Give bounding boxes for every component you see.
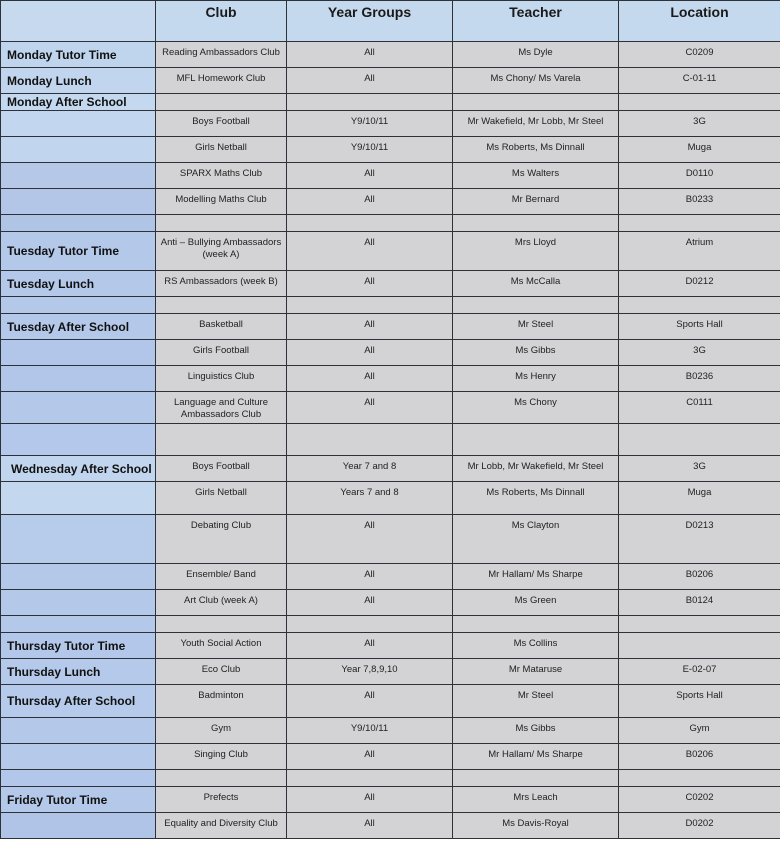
location-cell: C0202 bbox=[619, 787, 780, 813]
year-groups-cell: Year 7,8,9,10 bbox=[287, 659, 453, 685]
teacher-cell: Mrs Lloyd bbox=[453, 232, 619, 271]
club-cell: Art Club (week A) bbox=[156, 590, 287, 616]
club-cell bbox=[156, 424, 287, 456]
teacher-cell: Ms Roberts, Ms Dinnall bbox=[453, 482, 619, 515]
year-groups-cell: All bbox=[287, 787, 453, 813]
time-cell: Monday Lunch bbox=[1, 68, 156, 94]
year-groups-cell bbox=[287, 616, 453, 633]
time-cell bbox=[1, 590, 156, 616]
club-cell: Language and Culture Ambassadors Club bbox=[156, 392, 287, 424]
teacher-cell: Mr Bernard bbox=[453, 189, 619, 215]
time-cell bbox=[1, 111, 156, 137]
location-cell bbox=[619, 215, 780, 232]
table-row bbox=[1, 770, 780, 787]
year-groups-cell: All bbox=[287, 564, 453, 590]
teacher-cell: Mr Mataruse bbox=[453, 659, 619, 685]
year-groups-cell: Y9/10/11 bbox=[287, 111, 453, 137]
club-cell: Boys Football bbox=[156, 456, 287, 482]
year-groups-cell: All bbox=[287, 813, 453, 839]
location-cell: B0206 bbox=[619, 744, 780, 770]
time-cell bbox=[1, 718, 156, 744]
year-groups-cell bbox=[287, 94, 453, 111]
table-row bbox=[1, 813, 780, 839]
teacher-cell: Ms McCalla bbox=[453, 271, 619, 297]
table-row bbox=[1, 515, 780, 564]
time-cell bbox=[1, 515, 156, 564]
teacher-cell: Ms Henry bbox=[453, 366, 619, 392]
club-cell: Youth Social Action bbox=[156, 633, 287, 659]
table-row bbox=[1, 111, 780, 137]
table-row bbox=[1, 366, 780, 392]
table-row bbox=[1, 659, 780, 685]
club-cell bbox=[156, 616, 287, 633]
teacher-cell: Ms Clayton bbox=[453, 515, 619, 564]
time-cell bbox=[1, 744, 156, 770]
club-cell bbox=[156, 94, 287, 111]
club-cell: Linguistics Club bbox=[156, 366, 287, 392]
time-cell bbox=[1, 163, 156, 189]
time-cell bbox=[1, 482, 156, 515]
location-cell bbox=[619, 616, 780, 633]
table-row bbox=[1, 271, 780, 297]
table-row bbox=[1, 616, 780, 633]
club-cell: Debating Club bbox=[156, 515, 287, 564]
teacher-cell: Ms Gibbs bbox=[453, 340, 619, 366]
time-cell bbox=[1, 215, 156, 232]
year-groups-cell: All bbox=[287, 232, 453, 271]
year-groups-cell: All bbox=[287, 392, 453, 424]
club-cell: Girls Netball bbox=[156, 137, 287, 163]
year-groups-cell: All bbox=[287, 271, 453, 297]
year-groups-cell: Y9/10/11 bbox=[287, 718, 453, 744]
time-cell bbox=[1, 770, 156, 787]
club-cell: MFL Homework Club bbox=[156, 68, 287, 94]
time-cell bbox=[1, 392, 156, 424]
location-cell: B0236 bbox=[619, 366, 780, 392]
header-row bbox=[1, 1, 780, 42]
table-row bbox=[1, 787, 780, 813]
table-row bbox=[1, 215, 780, 232]
year-groups-cell: All bbox=[287, 189, 453, 215]
club-cell bbox=[156, 215, 287, 232]
teacher-cell bbox=[453, 424, 619, 456]
location-cell: B0206 bbox=[619, 564, 780, 590]
table-row bbox=[1, 68, 780, 94]
teacher-cell: Mr Lobb, Mr Wakefield, Mr Steel bbox=[453, 456, 619, 482]
teacher-cell: Mr Steel bbox=[453, 685, 619, 718]
location-cell bbox=[619, 297, 780, 314]
location-cell: E-02-07 bbox=[619, 659, 780, 685]
time-cell: Tuesday Lunch bbox=[1, 271, 156, 297]
teacher-cell bbox=[453, 616, 619, 633]
year-groups-cell: All bbox=[287, 163, 453, 189]
header-location: Location bbox=[619, 1, 780, 42]
location-cell: D0212 bbox=[619, 271, 780, 297]
table-row bbox=[1, 94, 780, 111]
club-cell: RS Ambassadors (week B) bbox=[156, 271, 287, 297]
location-cell: D0202 bbox=[619, 813, 780, 839]
club-cell: Eco Club bbox=[156, 659, 287, 685]
year-groups-cell bbox=[287, 424, 453, 456]
club-cell: Prefects bbox=[156, 787, 287, 813]
club-cell: Modelling Maths Club bbox=[156, 189, 287, 215]
teacher-cell: Mr Steel bbox=[453, 314, 619, 340]
header-time bbox=[1, 1, 156, 42]
location-cell: D0110 bbox=[619, 163, 780, 189]
teacher-cell: Ms Walters bbox=[453, 163, 619, 189]
year-groups-cell: All bbox=[287, 633, 453, 659]
year-groups-cell: All bbox=[287, 68, 453, 94]
location-cell: B0233 bbox=[619, 189, 780, 215]
club-cell bbox=[156, 770, 287, 787]
time-cell bbox=[1, 424, 156, 456]
time-cell bbox=[1, 297, 156, 314]
teacher-cell: Ms Chony bbox=[453, 392, 619, 424]
year-groups-cell bbox=[287, 215, 453, 232]
location-cell: Sports Hall bbox=[619, 314, 780, 340]
table-row bbox=[1, 314, 780, 340]
location-cell bbox=[619, 633, 780, 659]
teacher-cell: Ms Dyle bbox=[453, 42, 619, 68]
table-row bbox=[1, 590, 780, 616]
location-cell: 3G bbox=[619, 340, 780, 366]
table-row bbox=[1, 189, 780, 215]
teacher-cell: Mr Hallam/ Ms Sharpe bbox=[453, 564, 619, 590]
teacher-cell bbox=[453, 770, 619, 787]
teacher-cell: Ms Roberts, Ms Dinnall bbox=[453, 137, 619, 163]
table-row bbox=[1, 685, 780, 718]
time-cell bbox=[1, 813, 156, 839]
location-cell bbox=[619, 424, 780, 456]
year-groups-cell: Y9/10/11 bbox=[287, 137, 453, 163]
club-cell: Girls Netball bbox=[156, 482, 287, 515]
table-row bbox=[1, 424, 780, 456]
time-cell: Tuesday After School bbox=[1, 314, 156, 340]
time-cell bbox=[1, 366, 156, 392]
table-row bbox=[1, 297, 780, 314]
club-cell: Girls Football bbox=[156, 340, 287, 366]
time-cell: Thursday Lunch bbox=[1, 659, 156, 685]
year-groups-cell: All bbox=[287, 314, 453, 340]
club-cell: Boys Football bbox=[156, 111, 287, 137]
location-cell: B0124 bbox=[619, 590, 780, 616]
year-groups-cell: Years 7 and 8 bbox=[287, 482, 453, 515]
year-groups-cell bbox=[287, 297, 453, 314]
time-cell bbox=[1, 616, 156, 633]
location-cell: D0213 bbox=[619, 515, 780, 564]
year-groups-cell: All bbox=[287, 42, 453, 68]
teacher-cell: Ms Collins bbox=[453, 633, 619, 659]
time-cell bbox=[1, 189, 156, 215]
location-cell bbox=[619, 94, 780, 111]
time-cell bbox=[1, 340, 156, 366]
teacher-cell: Mrs Leach bbox=[453, 787, 619, 813]
table-row bbox=[1, 564, 780, 590]
teacher-cell: Ms Gibbs bbox=[453, 718, 619, 744]
year-groups-cell: All bbox=[287, 366, 453, 392]
table-row bbox=[1, 137, 780, 163]
time-cell: Wednesday After School bbox=[1, 456, 156, 482]
location-cell: Sports Hall bbox=[619, 685, 780, 718]
table-row bbox=[1, 232, 780, 271]
year-groups-cell: All bbox=[287, 590, 453, 616]
teacher-cell bbox=[453, 297, 619, 314]
time-cell: Thursday After School bbox=[1, 685, 156, 718]
header-club: Club bbox=[156, 1, 287, 42]
teacher-cell bbox=[453, 94, 619, 111]
teacher-cell: Mr Hallam/ Ms Sharpe bbox=[453, 744, 619, 770]
club-cell: Equality and Diversity Club bbox=[156, 813, 287, 839]
teacher-cell: Ms Chony/ Ms Varela bbox=[453, 68, 619, 94]
teacher-cell: Ms Green bbox=[453, 590, 619, 616]
club-cell: Anti – Bullying Ambassadors (week A) bbox=[156, 232, 287, 271]
location-cell: Atrium bbox=[619, 232, 780, 271]
year-groups-cell: All bbox=[287, 744, 453, 770]
club-cell bbox=[156, 297, 287, 314]
time-cell: Friday Tutor Time bbox=[1, 787, 156, 813]
header-year-groups: Year Groups bbox=[287, 1, 453, 42]
location-cell: 3G bbox=[619, 456, 780, 482]
time-cell bbox=[1, 137, 156, 163]
location-cell: Gym bbox=[619, 718, 780, 744]
teacher-cell: Mr Wakefield, Mr Lobb, Mr Steel bbox=[453, 111, 619, 137]
club-cell: Reading Ambassadors Club bbox=[156, 42, 287, 68]
club-cell: Basketball bbox=[156, 314, 287, 340]
location-cell bbox=[619, 770, 780, 787]
club-cell: Ensemble/ Band bbox=[156, 564, 287, 590]
location-cell: 3G bbox=[619, 111, 780, 137]
club-cell: Badminton bbox=[156, 685, 287, 718]
club-cell: SPARX Maths Club bbox=[156, 163, 287, 189]
time-cell bbox=[1, 564, 156, 590]
header-teacher: Teacher bbox=[453, 1, 619, 42]
teacher-cell: Ms Davis-Royal bbox=[453, 813, 619, 839]
table-row bbox=[1, 482, 780, 515]
table-row bbox=[1, 456, 780, 482]
time-cell: Thursday Tutor Time bbox=[1, 633, 156, 659]
club-cell: Singing Club bbox=[156, 744, 287, 770]
year-groups-cell: All bbox=[287, 685, 453, 718]
location-cell: Muga bbox=[619, 137, 780, 163]
location-cell: C0111 bbox=[619, 392, 780, 424]
year-groups-cell: All bbox=[287, 340, 453, 366]
location-cell: C-01-11 bbox=[619, 68, 780, 94]
time-cell: Tuesday Tutor Time bbox=[1, 232, 156, 271]
location-cell: C0209 bbox=[619, 42, 780, 68]
location-cell: Muga bbox=[619, 482, 780, 515]
table-row bbox=[1, 163, 780, 189]
table-row bbox=[1, 42, 780, 68]
time-cell: Monday Tutor Time bbox=[1, 42, 156, 68]
table-row bbox=[1, 392, 780, 424]
teacher-cell bbox=[453, 215, 619, 232]
year-groups-cell: Year 7 and 8 bbox=[287, 456, 453, 482]
table-row bbox=[1, 744, 780, 770]
time-cell: Monday After School bbox=[1, 94, 156, 111]
table-row bbox=[1, 633, 780, 659]
table-row bbox=[1, 340, 780, 366]
club-cell: Gym bbox=[156, 718, 287, 744]
year-groups-cell bbox=[287, 770, 453, 787]
year-groups-cell: All bbox=[287, 515, 453, 564]
table-row bbox=[1, 718, 780, 744]
